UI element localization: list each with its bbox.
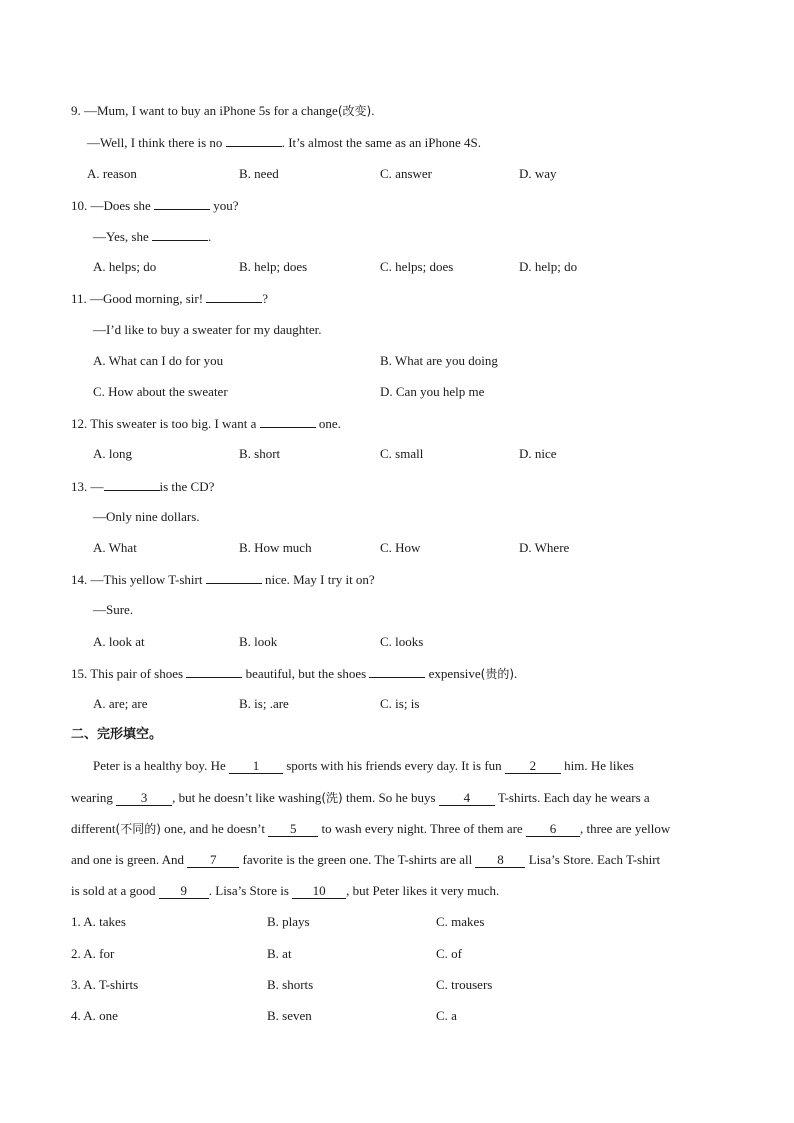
question-14-option-a[interactable]: A. look at (93, 634, 145, 649)
answer-blank[interactable] (260, 415, 316, 428)
answer-blank[interactable] (206, 571, 262, 584)
answer-blank[interactable] (186, 665, 242, 678)
answer-blank[interactable] (206, 290, 262, 303)
question-12-option-a[interactable]: A. long (93, 446, 132, 461)
question-10-option-c[interactable]: C. helps; does (380, 259, 454, 274)
question-11-option-a[interactable]: A. What can I do for you (93, 353, 224, 368)
cloze-blank[interactable]: 2 (505, 759, 561, 774)
cloze-blank[interactable]: 3 (116, 791, 172, 806)
answer-blank[interactable] (152, 228, 208, 241)
question-15-stem: 15. This pair of shoes beautiful, but the shoes expensive(贵的). (71, 666, 518, 681)
question-13-option-b[interactable]: B. How much (239, 540, 312, 555)
question-12-option-b[interactable]: B. short (239, 446, 281, 461)
cloze-2-option-a[interactable]: 2. A. for (71, 946, 115, 961)
question-12-stem: 12. This sweater is too big. I want a one. (71, 416, 341, 431)
question-10-option-d[interactable]: D. help; do (519, 259, 578, 274)
question-13-option-c[interactable]: C. How (380, 540, 421, 555)
cloze-blank[interactable]: 7 (187, 853, 239, 868)
question-11-option-d[interactable]: D. Can you help me (380, 384, 485, 399)
cloze-1-option-c[interactable]: C. makes (436, 914, 485, 929)
question-9-reply: —Well, I think there is no . It’s almost the same as an iPhone 4S. (87, 135, 481, 150)
question-13-option-d[interactable]: D. Where (519, 540, 570, 555)
question-13-stem: 13. — is the CD? (71, 479, 215, 494)
question-14-option-b[interactable]: B. look (239, 634, 278, 649)
cloze-2-option-c[interactable]: C. of (436, 946, 462, 961)
question-12-option-c[interactable]: C. small (380, 446, 424, 461)
cloze-3-option-b[interactable]: B. shorts (267, 977, 314, 992)
cloze-1-option-a[interactable]: 1. A. takes (71, 914, 126, 929)
question-9-stem: 9. —Mum, I want to buy an iPhone 5s for a change(改变). (71, 103, 375, 118)
cloze-blank[interactable]: 10 (292, 884, 346, 899)
passage-line-5: is sold at a good 9 . Lisa’s Store is 10 , but Peter likes it very much. (71, 883, 500, 898)
cloze-4-option-b[interactable]: B. seven (267, 1008, 312, 1023)
passage-line-3: different(不同的) one, and he doesn’t 5 to wash every night. Three of them are 6 , three are yellow (71, 821, 671, 836)
passage-line-4: and one is green. And 7 favorite is the green one. The T-shirts are all 8 Lisa’s Store. Each T-shirt (71, 852, 661, 867)
question-15-option-c[interactable]: C. is; is (380, 696, 420, 711)
answer-blank[interactable] (104, 478, 160, 491)
question-14-option-c[interactable]: C. looks (380, 634, 424, 649)
cloze-1-option-b[interactable]: B. plays (267, 914, 310, 929)
question-9-option-c[interactable]: C. answer (380, 166, 432, 181)
question-15-option-a[interactable]: A. are; are (93, 696, 148, 711)
cloze-2-option-b[interactable]: B. at (267, 946, 292, 961)
question-10-option-b[interactable]: B. help; does (239, 259, 308, 274)
question-13-reply: —Only nine dollars. (93, 509, 200, 524)
question-13-option-a[interactable]: A. What (93, 540, 137, 555)
cloze-blank[interactable]: 1 (229, 759, 283, 774)
cloze-blank[interactable]: 8 (475, 853, 525, 868)
question-11-option-c[interactable]: C. How about the sweater (93, 384, 228, 399)
question-14-stem: 14. —This yellow T-shirt nice. May I try it on? (71, 572, 375, 587)
cloze-blank[interactable]: 9 (159, 884, 209, 899)
cloze-blank[interactable]: 6 (526, 822, 580, 837)
question-10-option-a[interactable]: A. helps; do (93, 259, 157, 274)
answer-blank[interactable] (226, 134, 282, 147)
cloze-3-option-c[interactable]: C. trousers (436, 977, 493, 992)
cloze-4-option-a[interactable]: 4. A. one (71, 1008, 118, 1023)
question-11-reply: —I’d like to buy a sweater for my daughter. (93, 322, 322, 337)
answer-blank[interactable] (154, 197, 210, 210)
question-9-option-b[interactable]: B. need (239, 166, 279, 181)
question-9-option-a[interactable]: A. reason (87, 166, 137, 181)
cloze-blank[interactable]: 5 (268, 822, 318, 837)
question-11-stem: 11. —Good morning, sir! ? (71, 291, 269, 306)
passage-line-1: Peter is a healthy boy. He 1 sports with his friends every day. It is fun 2 him. He likes (93, 758, 634, 773)
question-9-option-d[interactable]: D. way (519, 166, 557, 181)
passage-line-2: wearing 3 , but he doesn’t like washing(洗) them. So he buys 4 T-shirts. Each day he wears a (71, 790, 650, 805)
question-14-reply: —Sure. (93, 602, 134, 617)
section-heading: 二、完形填空。 (71, 727, 163, 742)
answer-blank[interactable] (369, 665, 425, 678)
cloze-4-option-c[interactable]: C. a (436, 1008, 457, 1023)
cloze-3-option-a[interactable]: 3. A. T-shirts (71, 977, 139, 992)
question-10-stem: 10. —Does she you? (71, 198, 239, 213)
question-15-option-b[interactable]: B. is; .are (239, 696, 289, 711)
question-10-reply: —Yes, she . (93, 229, 212, 244)
question-12-option-d[interactable]: D. nice (519, 446, 557, 461)
cloze-blank[interactable]: 4 (439, 791, 495, 806)
question-11-option-b[interactable]: B. What are you doing (380, 353, 498, 368)
